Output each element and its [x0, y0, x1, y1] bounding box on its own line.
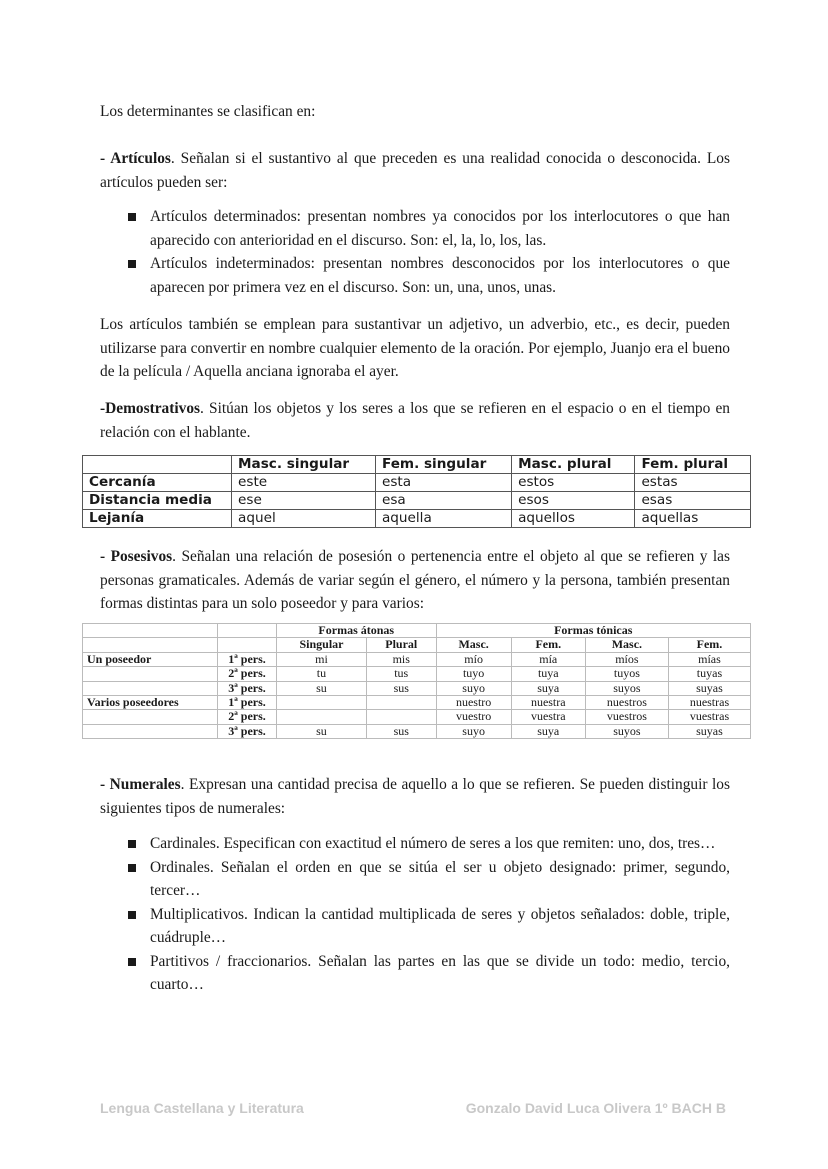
list-item: Partitivos / fraccionarios. Señalan las partes en las que se divide un todo: medio, tercio, cuarto… — [128, 950, 730, 997]
table-row: 2ª pers. tu tus tuyo tuya tuyos tuyas — [83, 667, 751, 681]
bullet-icon — [128, 911, 136, 919]
posesivos-text: . Señalan una relación de posesión o pertenencia entre el objeto al que se refieren y las personas gramaticales. Además de variar según el género, el número y la persona, también presentan formas distintas para un solo poseedor y para varios: — [100, 548, 730, 612]
articulos-note: Los artículos también se emplean para sustantivar un adjetivo, un adverbio, etc., es decir, pueden utilizarse para convertir en nombre cualquier elemento de la oración. Por ejemplo, Juanjo era el bueno de la película / Aquella anciana ignoraba el ayer. — [100, 316, 730, 380]
table-row: 3ª pers. su sus suyo suya suyos suyas — [83, 724, 751, 738]
list-item: Cardinales. Especifican con exactitud el número de seres a los que remiten: uno, dos, tres… — [128, 832, 730, 856]
table-row: 2ª pers. vuestro vuestra vuestros vuestras — [83, 710, 751, 724]
numerales-paragraph — [100, 773, 730, 820]
intro-paragraph: Los determinantes se clasifican en: — [100, 103, 316, 120]
articulos-list — [128, 205, 730, 299]
table-row: Distancia media ese esa esos esas — [83, 492, 751, 510]
bullet-icon — [128, 260, 136, 268]
articulos-text: . Señalan si el sustantivo al que preceden es una realidad conocida o desconocida. Los artículos pueden ser: — [100, 150, 730, 191]
table-header-row: Masc. singular Fem. singular Masc. plural Fem. plural — [83, 456, 751, 474]
table-row: Lejanía aquel aquella aquellos aquellas — [83, 510, 751, 528]
posesivos-heading: - Posesivos — [100, 548, 173, 565]
table-header-row: Singular Plural Masc. Fem. Masc. Fem. — [83, 638, 751, 652]
demostrativos-heading: -Demostrativos — [100, 400, 201, 417]
footer-right: Gonzalo David Luca Olivera 1º BACH B — [465, 1100, 726, 1116]
table-row: Un poseedor 1ª pers. mi mis mío mía míos mías — [83, 652, 751, 666]
articulos-paragraph — [100, 147, 730, 194]
footer-left: Lengua Castellana y Literatura — [100, 1100, 304, 1116]
posesivos-table — [82, 623, 751, 739]
bullet-icon — [128, 840, 136, 848]
list-item: Ordinales. Señalan el orden en que se sitúa el ser u objeto designado: primer, segundo, tercer… — [128, 856, 730, 903]
bullet-icon — [128, 958, 136, 966]
demostrativos-table — [82, 455, 751, 528]
table-row: Varios poseedores 1ª pers. nuestro nuestra nuestros nuestras — [83, 696, 751, 710]
numerales-list — [128, 832, 730, 997]
numerales-text: . Expresan una cantidad precisa de aquello a lo que se refieren. Se pueden distinguir los siguientes tipos de numerales: — [100, 776, 730, 817]
numerales-heading: - Numerales — [100, 776, 181, 793]
table-header-row: Formas átonas Formas tónicas — [83, 624, 751, 638]
articulos-heading: - Artículos — [100, 150, 171, 167]
demostrativos-paragraph — [100, 397, 730, 444]
list-item: Multiplicativos. Indican la cantidad multiplicada de seres y objetos señalados: doble, triple, cuádruple… — [128, 903, 730, 950]
table-row: 3ª pers. su sus suyo suya suyos suyas — [83, 681, 751, 695]
list-item: Artículos determinados: presentan nombres ya conocidos por los interlocutores o que han aparecido con anterioridad en el discurso. Son: el, la, lo, los, las. — [128, 205, 730, 252]
list-item: Artículos indeterminados: presentan nombres desconocidos por los interlocutores o que aparecen por primera vez en el discurso. Son: un, una, unos, unas. — [128, 252, 730, 299]
bullet-icon — [128, 213, 136, 221]
posesivos-paragraph — [100, 545, 730, 616]
bullet-icon — [128, 864, 136, 872]
table-row: Cercanía este esta estos estas — [83, 474, 751, 492]
demostrativos-text: . Sitúan los objetos y los seres a los que se refieren en el espacio o en el tiempo en relación con el hablante. — [100, 400, 730, 441]
